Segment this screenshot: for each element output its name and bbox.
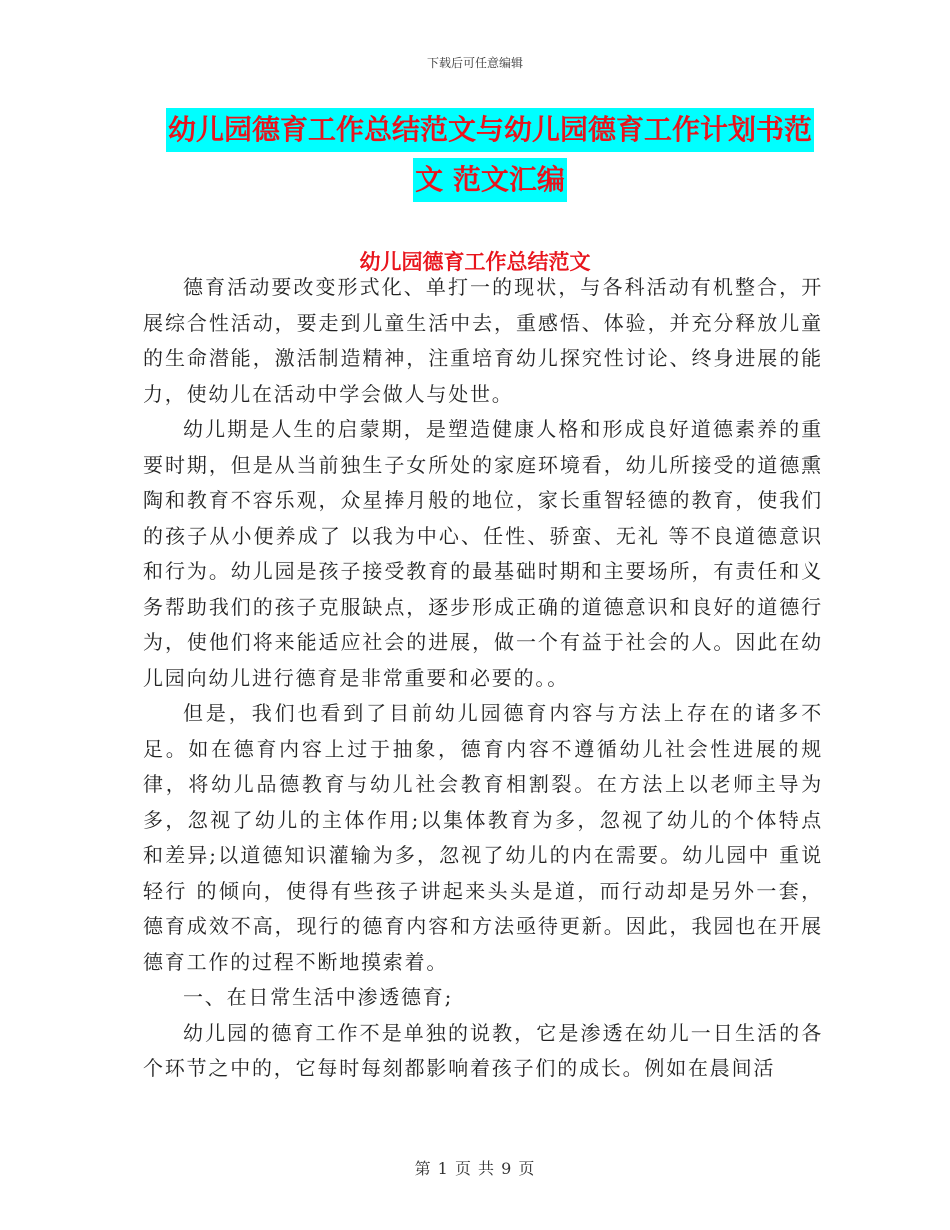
section-title: 幼儿园德育工作总结范文 [359,250,591,274]
document-title-line-1: 幼儿园德育工作总结范文与幼儿园德育工作计划书范 [166,108,814,152]
paragraph: 但是，我们也看到了目前幼儿园德育内容与方法上存在的诸多不足。如在德育内容上过于抽象，德育内容不遵循幼儿社会性进展的规律，将幼儿品德教育与幼儿社会教育相割裂。在方法上以老师主导为多，忽视了幼儿的主体作用;以集体教育为多，忽视了幼儿的个体特点和差异;以道德知识灌输为多，忽视了幼儿的内在需要。幼儿园中 重说轻行 的倾向，使得有些孩子讲起来头头是道，而行动却是另外一套，德育成效不高，现行的德育内容和方法亟待更新。因此，我园也在开展德育工作的过程不断地摸索着。 [143,701,823,974]
document-title-line-2: 文 范文汇编 [413,158,567,202]
page-header-note: 下载后可任意编辑 [426,56,523,70]
page-footer-number: 第 1 页 共 9 页 [414,1159,536,1178]
paragraph: 幼儿期是人生的启蒙期，是塑造健康人格和形成良好道德素养的重要时期，但是从当前独生子女所处的家庭环境看，幼儿所接受的道德熏陶和教育不容乐观，众星捧月般的地位，家长重智轻德的教育，使我们的孩子从小便养成了 以我为中心、任性、骄蛮、无礼 等不良道德意识和行为。幼儿园是孩子接受教育的最基础时期和主要场所，有责任和义务帮助我们的孩子克服缺点，逐步形成正确的道德意识和良好的道德行为，使他们将来能适应社会的进展，做一个有益于社会的人。因此在幼儿园向幼儿进行德育是非常重要和必要的。。 [143,417,823,690]
list-heading: 一、在日常生活中渗透德育; [183,985,454,1009]
document-body [143,270,823,1087]
paragraph: 德育活动要改变形式化、单打一的现状，与各科活动有机整合，开展综合性活动，要走到儿童生活中去，重感悟、体验，并充分释放儿童的生命潜能，激活制造精神，注重培育幼儿探究性讨论、终身进展的能力，使幼儿在活动中学会做人与处世。 [143,275,823,406]
paragraph: 幼儿园的德育工作不是单独的说教，它是渗透在幼儿一日生活的各个环节之中的，它每时每刻都影响着孩子们的成长。例如在晨间活 [143,1020,823,1080]
document-title [140,108,840,202]
